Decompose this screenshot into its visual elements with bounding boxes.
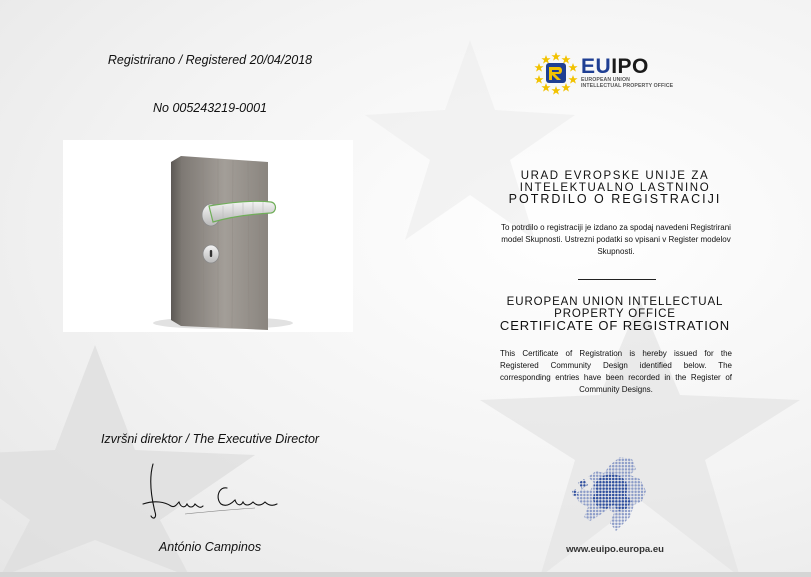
door-handle-icon [63, 140, 353, 332]
logo-ipo: IPO [611, 55, 649, 78]
office-name-en-line-1: EUROPEAN UNION INTELLECTUAL [506, 296, 724, 308]
registration-number: No 005243219-0001 [153, 101, 267, 115]
registered-date: Registrirano / Registered 20/04/2018 [107, 53, 313, 67]
euipo-star-circle-icon [533, 49, 579, 95]
certificate-paragraph-en: This Certificate of Registration is hereby issued for the Registered Community Design identified below. The corresponding entries have been recorded in the Register of Community Designs. [500, 349, 732, 394]
director-title: Izvršni direktor / The Executive Director [100, 432, 320, 446]
logo-text [581, 57, 673, 89]
logo-subline-2: INTELLECTUAL PROPERTY OFFICE [581, 83, 674, 89]
euipo-logo [533, 49, 693, 95]
website-link[interactable]: www.euipo.europa.eu [566, 544, 664, 555]
office-name-sl-line-1: URAD EVROPSKE UNIJE ZA [520, 170, 710, 182]
certificate-title-en: CERTIFICATE OF REGISTRATION [499, 318, 731, 333]
office-name-en [455, 296, 775, 320]
office-name-en-line-2: PROPERTY OFFICE [554, 308, 676, 320]
logo-subline-1: EUROPEAN UNION [581, 77, 630, 83]
office-name-sl [455, 170, 775, 194]
design-image [63, 140, 353, 332]
certificate-title-sl: POTRDILO O REGISTRACIJI [508, 192, 722, 206]
certificate-paragraph-sl: To potrdilo o registraciji je izdano za spodaj navedeni Registrirani model Skupnosti. Ustrezni podatki so vpisani v Register modelov Skupnosti. [501, 223, 731, 256]
signature [135, 458, 285, 528]
logo-eu: EU [581, 55, 612, 78]
europe-map-icon [570, 455, 658, 533]
office-name-sl-line-2: INTELEKTUALNO LASTNINO [519, 182, 711, 194]
divider [578, 279, 656, 280]
bottom-bar [0, 572, 811, 577]
director-name: António Campinos [158, 540, 262, 554]
